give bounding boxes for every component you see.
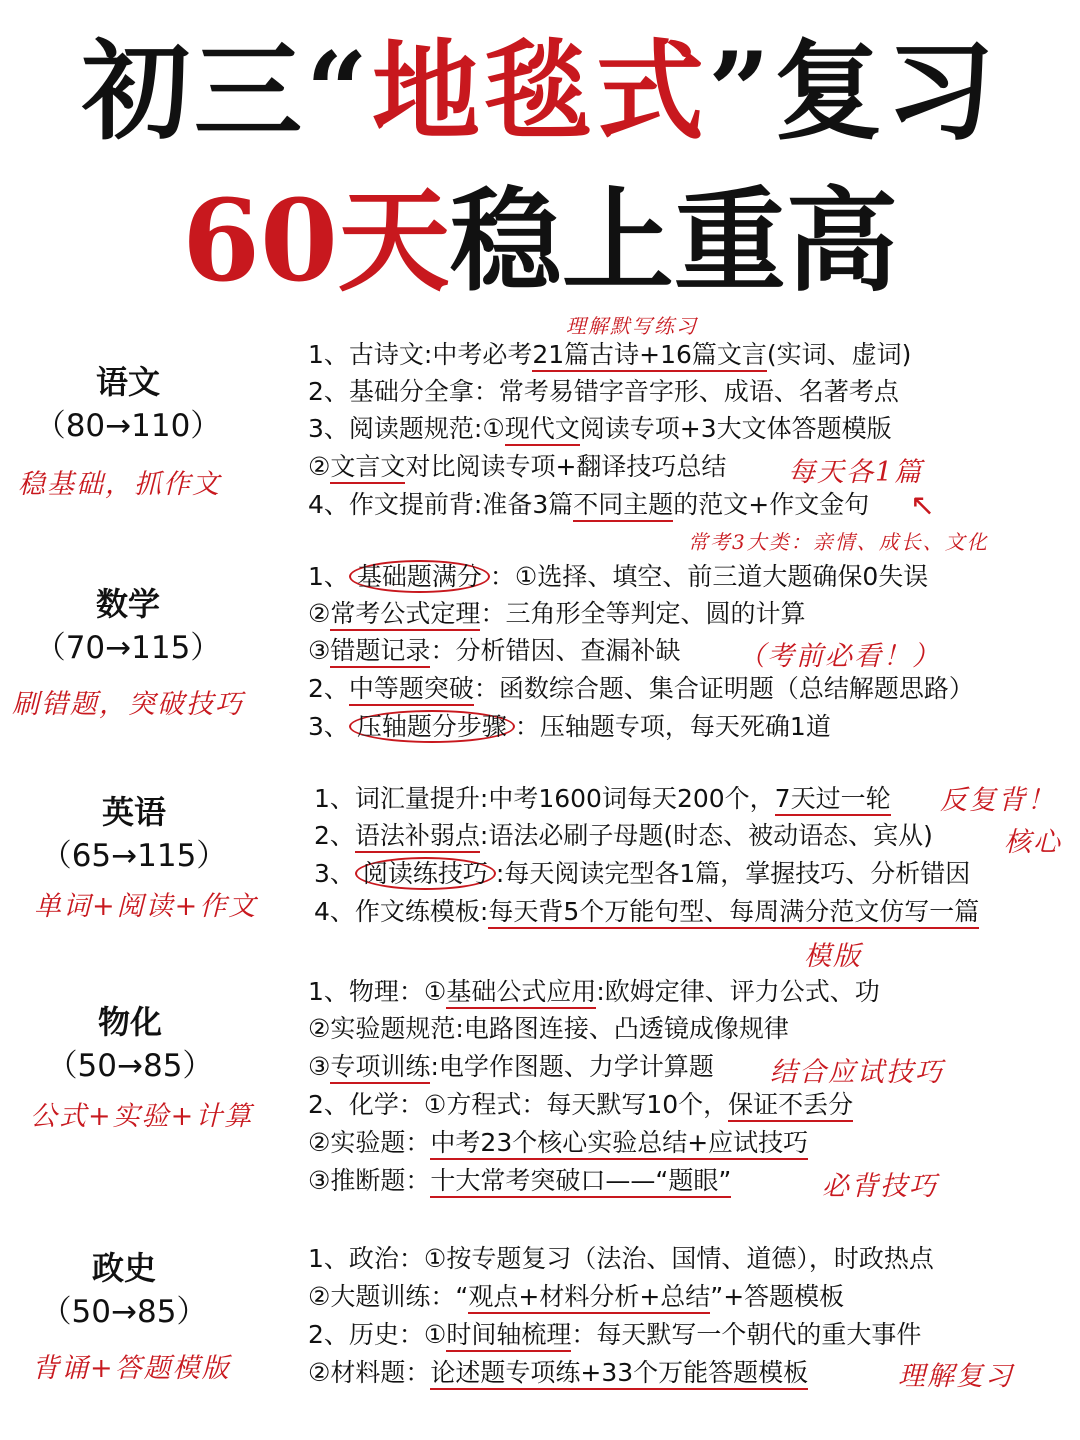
subject-physics-chemistry	[10, 1000, 250, 1088]
list-item: ③推断题：十大常考突破口——“题眼”	[308, 1164, 731, 1198]
list-item: ②实验题：中考23个核心实验总结+应试技巧	[308, 1126, 808, 1160]
list-item: 3、阅读题规范:①现代文阅读专项+3大文体答题模版	[308, 412, 892, 446]
subject-name: 物化	[97, 1003, 162, 1041]
subject-score: （50→85）	[46, 1048, 214, 1084]
list-item: ②大题训练：“观点+材料分析+总结”+答题模板	[308, 1280, 844, 1314]
list-item: 1、政治：①按专题复习（法治、国情、道德），时政热点	[308, 1244, 934, 1273]
subject-name: 英语	[101, 793, 166, 831]
subject-name: 政史	[91, 1249, 156, 1287]
subject-name: 语文	[95, 363, 160, 401]
list-item: ②文言文对比阅读专项+翻译技巧总结	[308, 450, 726, 484]
annotation: 每天各1篇	[788, 457, 924, 488]
annotation: 必背技巧	[822, 1171, 938, 1202]
subject-note: 公式+实验+计算	[30, 1101, 254, 1132]
annotation: 常考3大类：亲情、成长、文化	[688, 530, 989, 554]
subject-math	[8, 582, 248, 670]
list-item: 2、中等题突破：函数综合题、集合证明题（总结解题思路）	[308, 672, 974, 706]
subject-score: （65→115）	[40, 838, 228, 874]
subject-score: （80→110）	[34, 408, 222, 444]
subject-chinese	[8, 360, 248, 448]
title-part-3: ”复习	[708, 29, 999, 155]
list-item: 4、作文练模板:每天背5个万能句型、每周满分范文仿写一篇	[314, 895, 979, 929]
list-item: ②材料题：论述题专项练+33个万能答题模板	[308, 1356, 808, 1390]
list-item: 1、 基础题满分 ：①选择、填空、前三道大题确保0失误	[308, 562, 929, 591]
subject-note: 单词+阅读+作文	[34, 891, 258, 922]
list-item: 2、化学：①方程式：每天默写10个，保证不丢分	[308, 1088, 853, 1122]
annotation: 反复背！	[940, 785, 1056, 816]
subtitle-goal: 稳上重高	[449, 176, 898, 307]
subject-name: 数学	[95, 585, 160, 623]
annotation: （考前必看！）	[738, 641, 941, 672]
list-item: 3、 压轴题分步骤 ：压轴题专项，每天死确1道	[308, 712, 831, 741]
title-highlight: 地毯式	[371, 29, 708, 155]
list-item: 2、语法补弱点:语法必刷子母题(时态、被动语态、宾从)	[314, 819, 933, 853]
subject-score: （50→85）	[40, 1294, 208, 1330]
list-item: 2、基础分全拿：常考易错字音字形、成语、名著考点	[308, 377, 899, 406]
subject-english	[14, 790, 254, 878]
subject-politics-history	[4, 1246, 244, 1334]
subject-note: 背诵+答题模版	[32, 1353, 231, 1384]
list-item: ③专项训练:电学作图题、力学计算题	[308, 1050, 714, 1084]
annotation: 核心	[1004, 827, 1062, 858]
list-item: 2、历史：①时间轴梳理：每天默写一个朝代的重大事件	[308, 1318, 921, 1352]
list-item: 1、物理：①基础公式应用:欧姆定律、评力公式、功	[308, 975, 880, 1009]
list-item: 1、词汇量提升:中考1600词每天200个，7天过一轮	[314, 782, 891, 816]
list-item: ②常考公式定理：三角形全等判定、圆的计算	[308, 597, 805, 631]
annotation: 理解复习	[898, 1361, 1014, 1392]
list-item: ③错题记录：分析错因、查漏补缺	[308, 634, 680, 668]
list-item: 1、古诗文:中考必考21篇古诗+16篇文言(实词、虚词)	[308, 338, 911, 372]
title-part-1: 初三“	[81, 29, 372, 155]
annotation: 理解默写练习	[566, 314, 698, 338]
subject-note: 稳基础，抓作文	[18, 469, 221, 500]
subject-note: 刷错题，突破技巧	[12, 689, 244, 720]
subtitle	[0, 178, 1080, 306]
annotation: 结合应试技巧	[770, 1057, 944, 1088]
arrow-icon: ↖	[910, 488, 936, 523]
list-item: ②实验题规范:电路图连接、凸透镜成像规律	[308, 1014, 789, 1043]
main-title	[0, 28, 1080, 156]
subtitle-days: 60天	[182, 176, 450, 307]
subject-score: （70→115）	[34, 630, 222, 666]
annotation: 模版	[804, 941, 862, 972]
list-item: 4、作文提前背:准备3篇不同主题的范文+作文金句	[308, 488, 869, 522]
list-item: 3、 阅读练技巧 :每天阅读完型各1篇，掌握技巧、分析错因	[314, 859, 971, 888]
